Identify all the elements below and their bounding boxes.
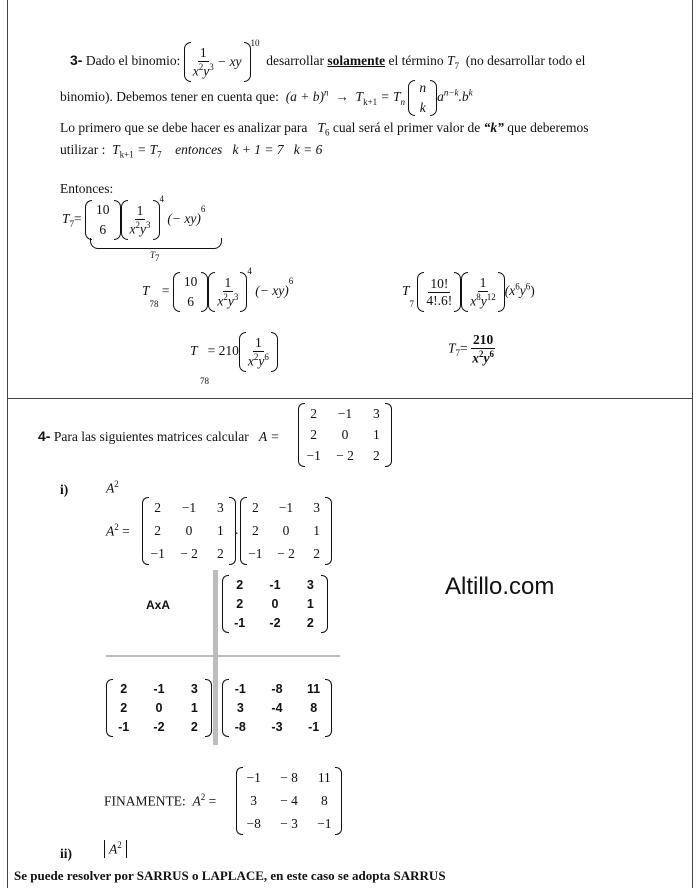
matrix-cell: 2: [310, 405, 318, 421]
matrix-cell: 2: [120, 700, 128, 715]
matrix-cell: 2: [154, 500, 162, 516]
watermark-text: Altillo.com: [445, 573, 555, 600]
matrix-cell: 2: [190, 720, 198, 735]
t78-expression: $T_{78}$ = 10 6 1 $x^2y^3$ $^4$ (− xy)$^6$: [142, 272, 293, 312]
matrix-cell: −1: [248, 545, 263, 561]
matrix-final-result: [236, 767, 342, 835]
matrix-cell: 3: [190, 681, 198, 696]
matrix-cell: -1: [153, 681, 165, 696]
matrix-cell: 0: [155, 700, 163, 715]
matrix-cell: − 2: [277, 545, 295, 561]
underbrace: [90, 238, 222, 249]
matrix-cell: 2: [236, 577, 244, 592]
matrix-cell: 3: [236, 700, 244, 715]
sarrus-note: Se puede resolver por SARRUS o LAPLACE, en este caso se adopta SARRUS: [14, 868, 446, 883]
matrix-cell: −1: [181, 500, 197, 516]
problem-3-line3: Lo primero que se debe hacer es analizar para $T_6$ cual será el primer valor de “k” que deberemos: [60, 120, 589, 138]
matrix-cell: 0: [185, 522, 193, 538]
matrix-cell: -1: [308, 720, 320, 735]
binomial-coefficient: n k: [408, 80, 437, 116]
matrix-cell: 0: [271, 596, 279, 611]
binomial-expression: 1 $x^2y^3$ − xy: [184, 42, 251, 82]
matrix-cell: -2: [153, 720, 165, 735]
underbrace-label: $T_7$: [150, 250, 160, 263]
matrix-cell: 1: [216, 522, 224, 538]
matrix-top-right: [222, 575, 328, 633]
matrix-cell: -4: [271, 700, 283, 715]
matrix-cell: 2: [310, 426, 318, 442]
item-i-label: i): [60, 482, 69, 497]
matrix-cell: -1: [234, 681, 246, 696]
axa-label: AxA: [146, 598, 171, 612]
solamente-text: solamente: [327, 53, 386, 69]
section-divider: [7, 398, 693, 399]
matrix-bottom-left: [106, 679, 212, 737]
matrix-cell: 1: [372, 426, 380, 442]
problem-3-line1: 3- Dado el binomio: 1 $x^2y^3$ − xy $^{10}$ desarrollar solamente el término $T_7$ (no desarrollar todo el: [70, 42, 585, 82]
dot-operator: .: [235, 522, 239, 537]
matrix-cell: 2: [251, 500, 259, 516]
matrix-cell: 2: [251, 522, 259, 538]
matrix-cell: − 3: [280, 815, 298, 831]
item-ii-label: ii): [60, 846, 72, 861]
matrix-cell: 1: [313, 522, 321, 538]
matrix-cell: − 4: [280, 792, 298, 808]
t78-result: T = 210 1 $x^2y^6$: [190, 332, 278, 372]
matrix-cell: -1: [118, 720, 130, 735]
entonces-label: Entonces:: [60, 181, 114, 196]
matrix-cell: 0: [341, 426, 349, 442]
matrix-cell: −1: [246, 770, 261, 786]
matrix-cell: 3: [306, 577, 314, 592]
matrix-cell: 8: [320, 792, 328, 808]
table-vertical-divider: [213, 570, 218, 745]
table-horizontal-divider: [106, 655, 340, 657]
matrix-cell: −1: [317, 815, 332, 831]
problem-3-line4: utilizar : $T_{k+1} = T_7$ entonces k + 1 = 7 k = 6: [60, 142, 323, 160]
matrix-cell: -2: [269, 616, 281, 631]
problem-number: 3-: [70, 52, 83, 69]
matrix-cell: −1: [337, 405, 353, 421]
a-squared-eq: $A^2$ =: [106, 522, 130, 539]
matrix-cell: 3: [216, 500, 224, 516]
matrix-cell: -8: [271, 681, 283, 696]
matrix-cell: 11: [317, 770, 331, 786]
matrix-cell: 11: [307, 681, 321, 696]
matrix-cell: -1: [234, 616, 246, 631]
matrix-product-result: [222, 679, 332, 737]
determinant-a2: $A^2$: [104, 840, 127, 858]
t7-factorial-expression: $T_7$ 10! 4!.6! 1 $x^8y^{12}$ $(x^6y^6)$: [402, 272, 535, 312]
problem-4-intro: 4- Para las siguientes matrices calcular A =: [38, 428, 280, 444]
a-squared-label: $A^2$: [106, 479, 119, 496]
problem-3-line2: binomio). Debemos tener en cuenta que: $(a + b)^n \to T_{k+1} = T_n$ n k $a^{n-k}.b^k$: [60, 80, 473, 115]
matrix-cell: − 2: [336, 448, 354, 464]
matrix-cell: 2: [313, 545, 321, 561]
matrix-cell: −8: [246, 815, 261, 831]
t7-final-result: $T_7=$ $\frac{210}{x^2y^6}$: [448, 332, 495, 366]
matrix-cell: 3: [372, 405, 380, 421]
matrix-cell: -8: [234, 720, 246, 735]
matrix-a-right-factor: [240, 497, 332, 565]
matrix-cell: -1: [269, 577, 281, 592]
matrix-cell: 2: [372, 448, 380, 464]
matrix-cell: 2: [120, 681, 128, 696]
finamente-line: FINAMENTE: $A^2$ =: [104, 792, 217, 809]
matrix-cell: 0: [282, 522, 290, 538]
matrix-cell: 2: [236, 596, 244, 611]
matrix-cell: 1: [190, 700, 198, 715]
matrix-cell: 8: [310, 700, 318, 715]
matrix-cell: − 8: [280, 770, 298, 786]
matrix-cell: −1: [306, 448, 321, 464]
matrix-cell: 2: [154, 522, 162, 538]
matrix-a-left-factor: [142, 497, 239, 565]
matrix-cell: 2: [306, 616, 314, 631]
matrix-cell: −1: [278, 500, 294, 516]
matrix-cell: -3: [271, 720, 283, 735]
matrix-cell: 2: [216, 545, 224, 561]
matrix-cell: 3: [313, 500, 321, 516]
matrix-cell: 3: [250, 792, 258, 808]
matrix-cell: 1: [306, 596, 314, 611]
matrix-cell: − 2: [180, 545, 198, 561]
t78-subscript: 78: [200, 376, 209, 386]
t7-expression: $T_7=$ 10 6 1 $x^2y^3$ $^4$ (− xy)$^6$: [62, 200, 205, 240]
matrix-cell: −1: [150, 545, 165, 561]
problem-number: 4-: [38, 428, 51, 444]
matrix-a: [298, 403, 392, 467]
